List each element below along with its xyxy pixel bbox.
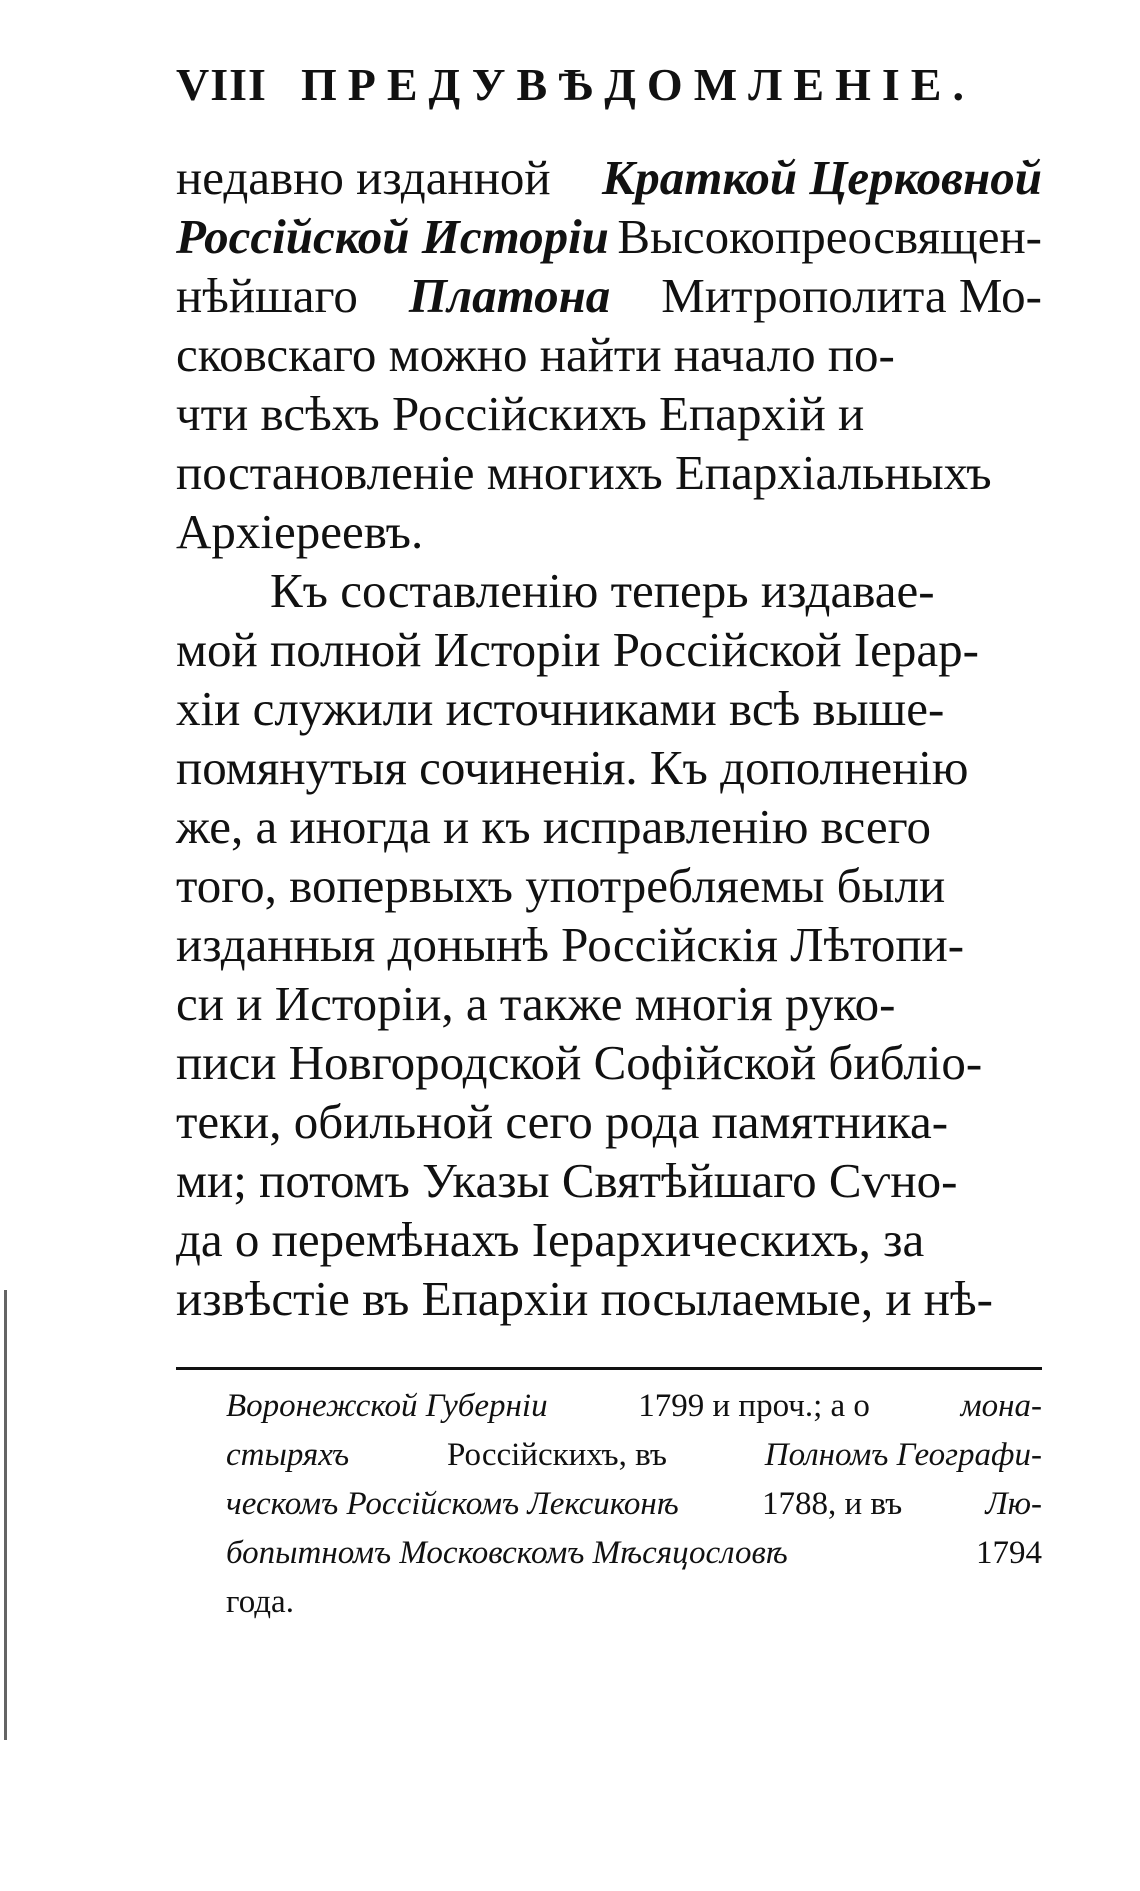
text-line: хіи служили источниками всѣ выше- (176, 681, 945, 736)
italic-name: Платона (408, 268, 611, 323)
text-line: того, вопервыхъ употребляемы были (176, 858, 946, 913)
text-line: чти всѣхъ Россійскихъ Епархій и (176, 386, 865, 441)
italic-title: Краткой Церковной (602, 150, 1042, 205)
text-line: ми; потомъ Указы Святѣйшаго Сѵно- (176, 1153, 958, 1208)
page-header (176, 58, 1056, 111)
text-line: помянутыя сочиненія. Къ дополненію (176, 740, 969, 795)
text-line: Архіереевъ. (176, 504, 424, 559)
text-line: нѣйшаго Платона Митрополита Мо- (176, 268, 1042, 323)
text-line: да о перемѣнахъ Іерархическихъ, за (176, 1212, 925, 1267)
running-title: ПРЕДУВѢДОМЛЕНІЕ. (300, 59, 975, 110)
text-line: Къ составленію теперь издавае- (270, 563, 935, 618)
text-line: сковскаго можно найти начало по- (176, 327, 895, 382)
text-line: постановленіе многихъ Епархіальныхъ (176, 445, 992, 500)
text-line: си и Исторіи, а также многія руко- (176, 976, 896, 1031)
footnote-line: ческомъ Россійскомъ Лексиконѣ 1788, и въ Лю- (226, 1486, 1042, 1522)
text-line: теки, обильной сего рода памятника- (176, 1094, 949, 1149)
page-number: VIII (176, 59, 267, 110)
scan-edge-mark (4, 1290, 7, 1740)
footnote (226, 1382, 1042, 1627)
footnote-line: стыряхъ Россійскихъ, въ Полномъ Географи- (226, 1437, 1042, 1473)
text-line: изданныя донынѣ Россійскія Лѣтопи- (176, 917, 965, 972)
text-line: мой полной Исторіи Россійской Іерар- (176, 622, 979, 677)
footnote-rule (176, 1367, 1042, 1370)
footnote-line: Воронежской Губерніи 1799 и проч.; а о мона- (226, 1388, 1042, 1424)
body-text (176, 148, 1042, 1328)
italic-title: Россійской Исторіи (176, 209, 609, 264)
text-line: извѣстіе въ Епархіи посылаемые, и нѣ- (176, 1271, 993, 1326)
text-line: писи Новгородской Софійской библіо- (176, 1035, 983, 1090)
footnote-line: года. (226, 1584, 294, 1620)
text-line: Россійской Исторіи Высокопреосвящен- (176, 209, 1042, 264)
footnote-line: бопытномъ Московскомъ Мѣсяцословѣ 1794 (226, 1535, 1042, 1571)
text-line: недавно изданной Краткой Церковной (176, 150, 1042, 205)
text-line: же, а иногда и къ исправленію всего (176, 799, 932, 854)
